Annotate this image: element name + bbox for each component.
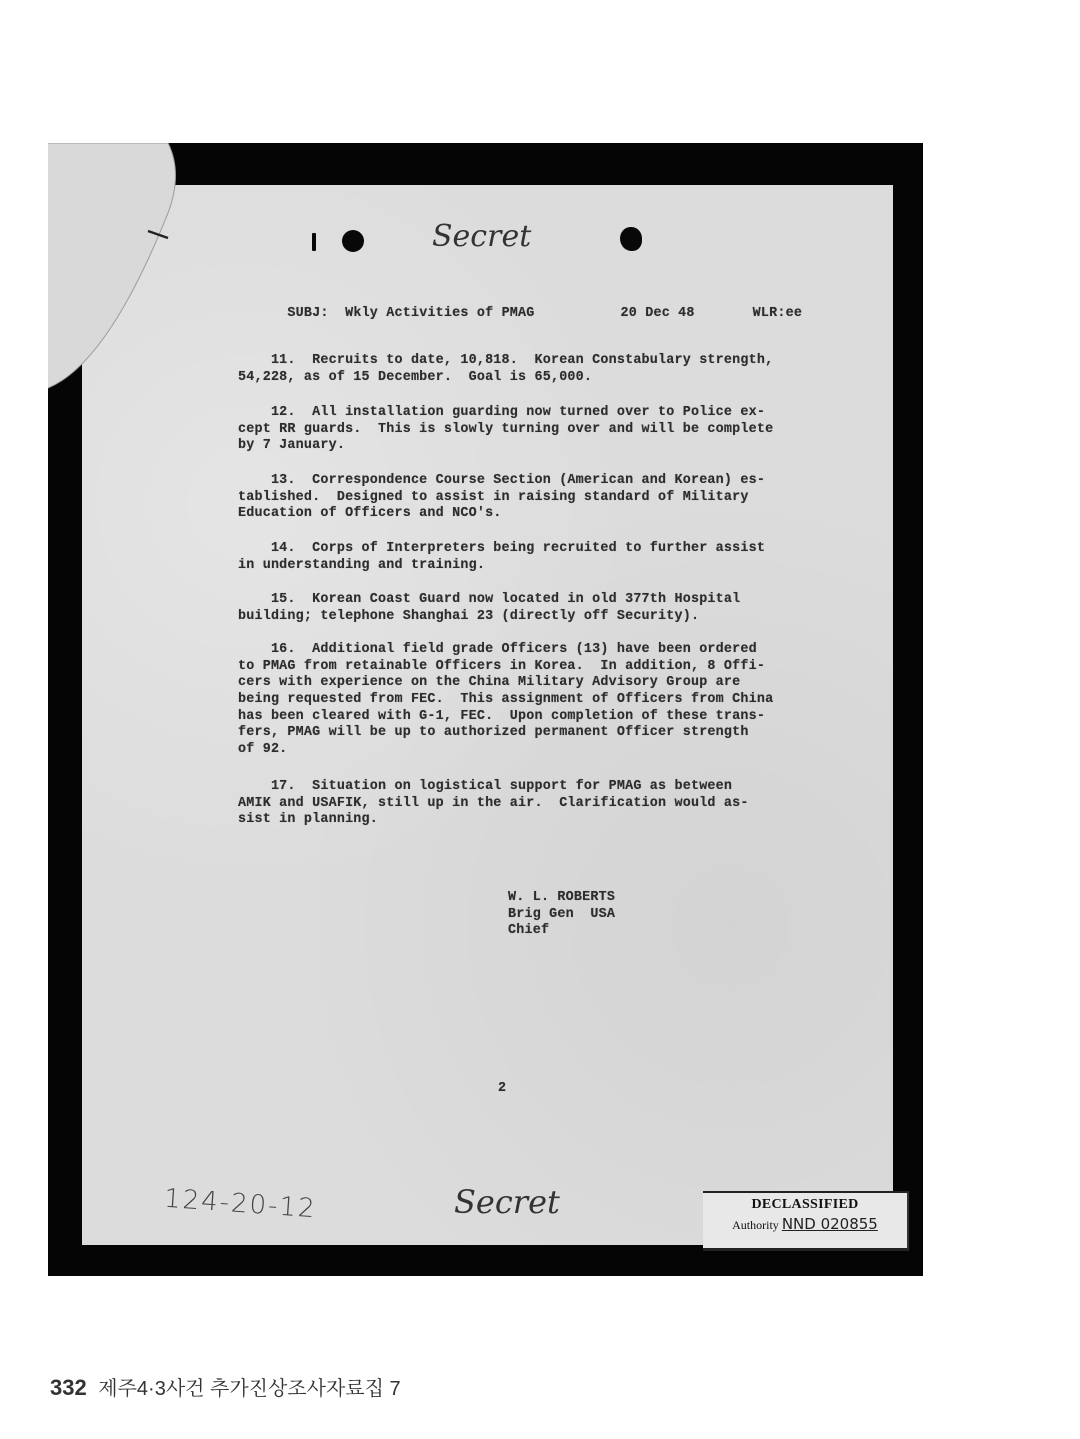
authority-code: NND 020855 (781, 1215, 878, 1233)
subject-label: SUBJ: (287, 305, 329, 321)
page-number: 2 (498, 1081, 507, 1096)
paragraph-15: 15. Korean Coast Guard now located in old 377th Hospital building; telephone Shanghai 23 (directly off Security). (238, 592, 741, 624)
secret-mark-bottom: Secret (454, 1183, 560, 1221)
declassified-stamp (703, 1191, 909, 1251)
punch-hole-mark (312, 233, 316, 251)
paragraph-14: 14. Corps of Interpreters being recruited to further assist in understanding and training. (238, 541, 766, 573)
declassified-authority (703, 1215, 907, 1233)
signature-block (508, 857, 615, 973)
declassified-title: DECLASSIFIED (751, 1197, 859, 1212)
file-number: 124-20-12 (163, 1183, 318, 1225)
signer-title: Chief (508, 923, 550, 939)
secret-mark-top: Secret (432, 219, 532, 254)
scanned-document-frame (48, 143, 923, 1276)
paragraph-17: 17. Situation on logistical support for PMAG as between AMIK and USAFIK, still up in the air. Clarification would as- sist in planning. (238, 779, 749, 828)
signer-rank: Brig Gen USA (508, 906, 616, 922)
book-footer (50, 1372, 401, 1401)
signer-name: W. L. ROBERTS (508, 890, 616, 906)
paragraph-12: 12. All installation guarding now turned over to Police ex- cept RR guards. This is slowly turning over and will be complete by 7 January. (238, 405, 774, 454)
book-page-number: 332 (50, 1375, 87, 1400)
book-title: 제주4·3사건 추가진상조사자료집 7 (98, 1378, 401, 1400)
document-date: 20 Dec 48 (620, 305, 695, 321)
document-page (82, 185, 893, 1245)
paragraph-11: 11. Recruits to date, 10,818. Korean Constabulary strength, 54,228, as of 15 December. Goal is 65,000. (238, 353, 774, 385)
paragraph-13: 13. Correspondence Course Section (American and Korean) es- tablished. Designed to assist in raising standard of Military Education of Officers and NCO's. (238, 473, 766, 522)
subject-text: Wkly Activities of PMAG (345, 305, 535, 321)
paragraph-16: 16. Additional field grade Officers (13) have been ordered to PMAG from retainable Officers in Korea. In addition, 8 Offi- cers with experience on the China Military Advisory Group are being requested from FEC. This assignment of Officers from China has been cleared with G-1, FEC. Upon completion of these trans- fers, PMAG will be up to authorized permanent Officer strength of 92. (238, 642, 774, 757)
authority-label: Authority (732, 1218, 779, 1232)
punch-hole (342, 230, 364, 252)
reference-initials: WLR:ee (752, 305, 803, 321)
punch-hole (620, 227, 642, 251)
